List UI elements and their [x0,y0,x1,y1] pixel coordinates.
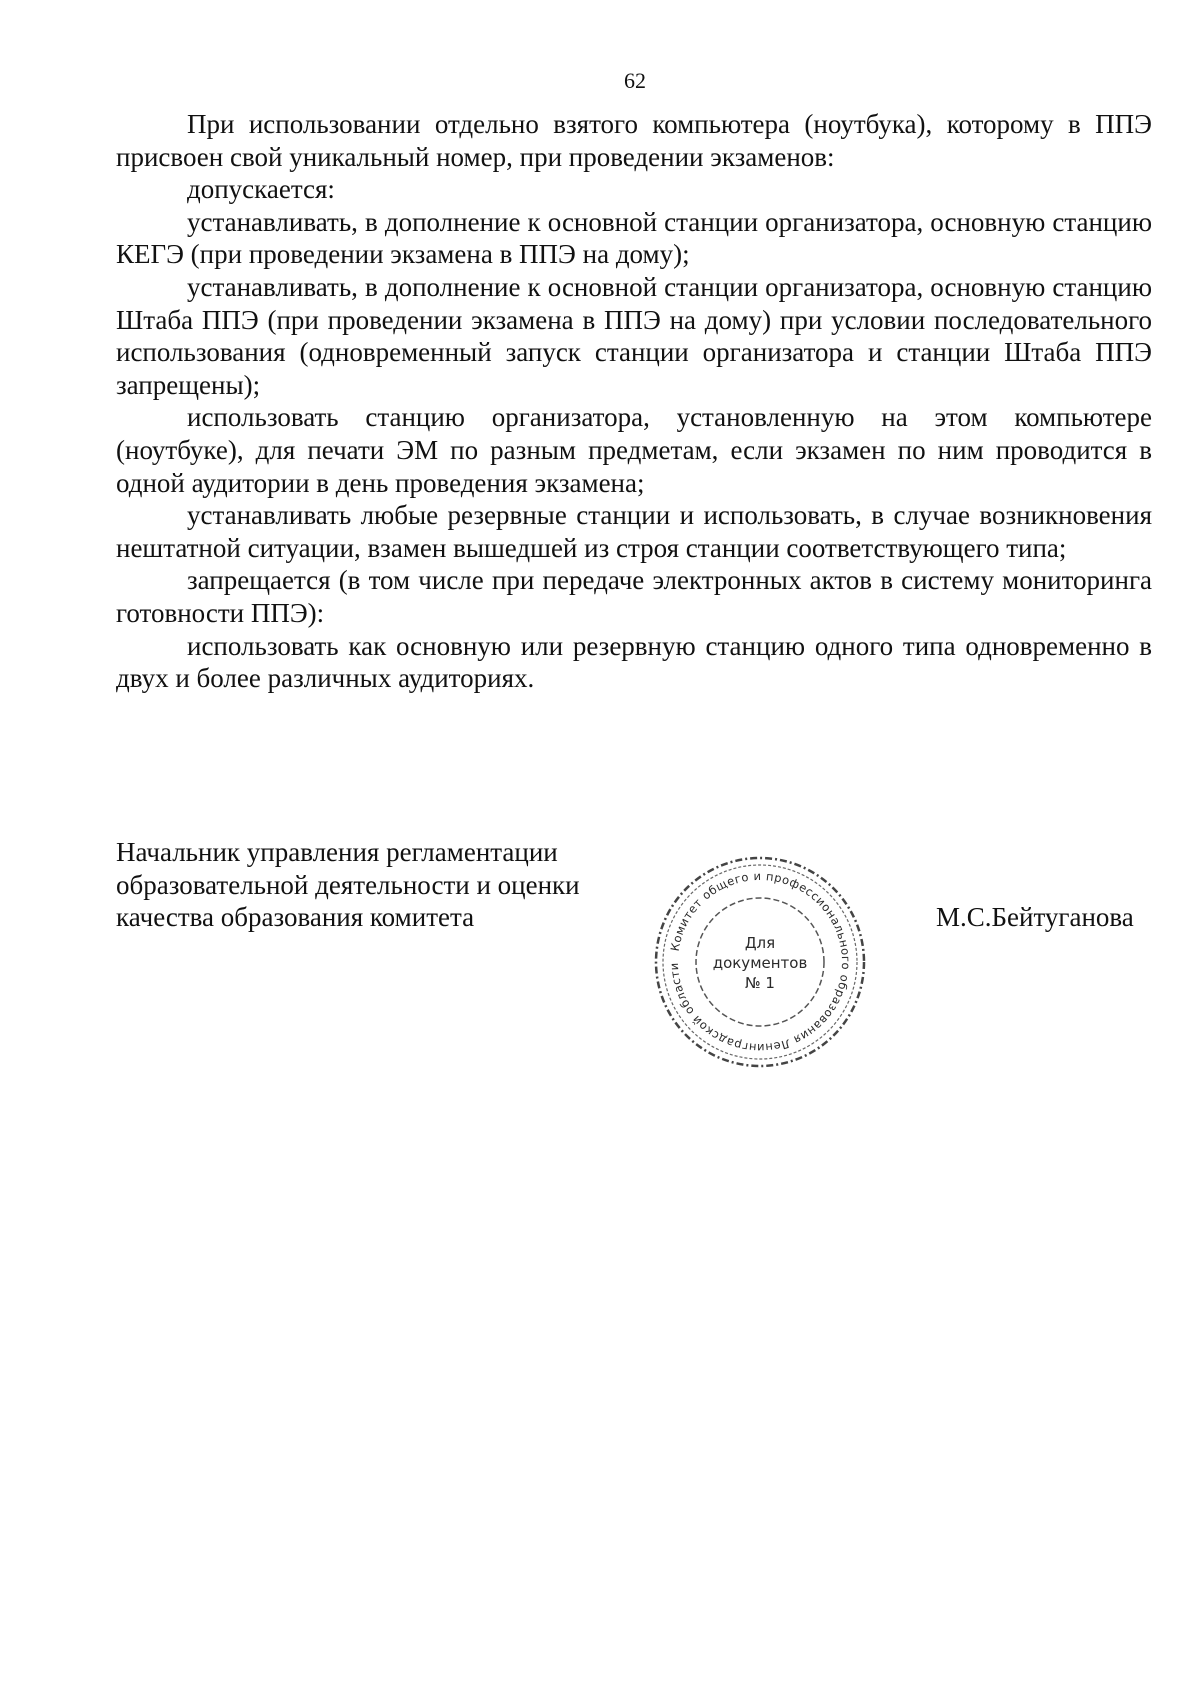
stamp-ring-text: Комитет общего и профессионального образования Ленинградской области [666,868,854,1056]
document-body [116,108,1152,695]
paragraph: устанавливать любые резервные станции и использовать, в случае возникновения нештатной ситуации, взамен вышедшей из строя станции соответствующего типа; [116,500,1152,563]
page-number: 62 [624,68,646,93]
signer-name: М.С.Бейтуганова [936,902,1134,932]
paragraph: использовать станцию организатора, установленную на этом компьютере (ноутбуке), для печати ЭМ по разным предметам, если экзамен по ним проводится в одной аудитории в день проведения экзамена; [116,402,1152,498]
paragraph: использовать как основную или резервную станцию одного типа одновременно в двух и более различных аудиториях. [116,630,1152,694]
signer-position-line: образовательной деятельности и оценки [116,869,580,900]
stamp-center-line: № 1 [745,974,775,992]
paragraph: При использовании отдельно взятого компьютера (ноутбука), которому в ППЭ присвоен свой уникальный номер, при проведении экзаменов: [116,109,1152,172]
signer-position-line: Начальник управления регламентации [116,837,558,867]
official-stamp [650,852,870,1072]
paragraph: устанавливать, в дополнение к основной станции организатора, основную станцию КЕГЭ (при проведении экзамена в ППЭ на дому); [116,206,1152,270]
stamp-center-line: документов [712,954,808,972]
paragraph: устанавливать, в дополнение к основной станции организатора, основную станцию Штаба ППЭ (при проведении экзамена в ППЭ на дому) при условии последовательного использования (одновременный запуск станции организатора и станции Штаба ППЭ запрещены); [116,271,1152,400]
signer-position [116,836,616,934]
paragraph: допускается: [187,174,335,205]
paragraph: запрещается (в том числе при передаче электронных актов в систему мониторинга готовности ППЭ): [116,565,1152,628]
signer-position-line: качества образования комитета [116,902,475,933]
stamp-center-line: Для [744,934,776,952]
